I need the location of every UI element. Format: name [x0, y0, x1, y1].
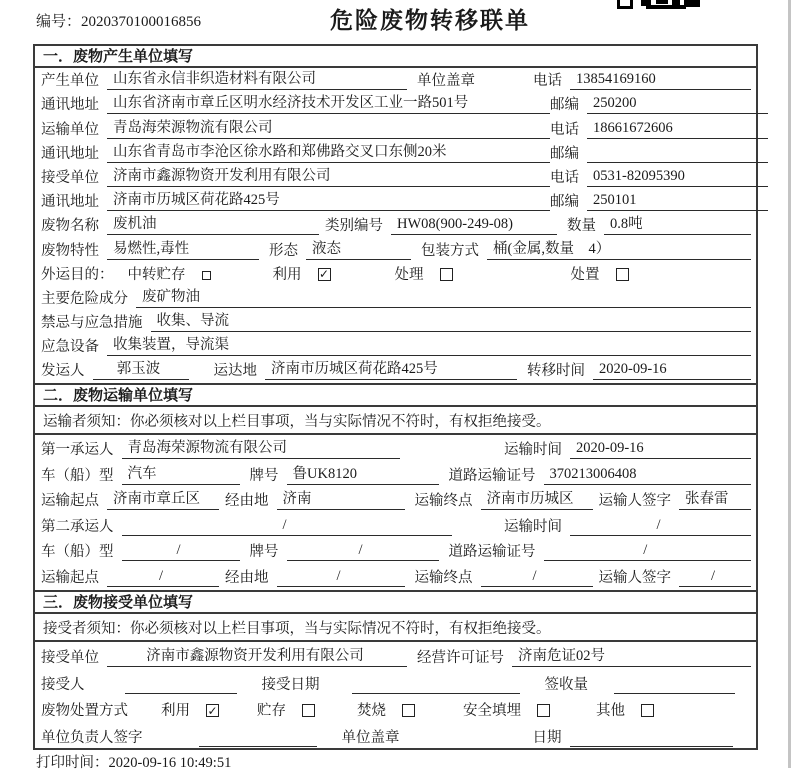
origin1-label: 运输起点 [41, 493, 99, 510]
addr2-label: 通讯地址 [41, 145, 99, 162]
qr-block [684, 0, 700, 7]
row-vehicle1 [41, 462, 751, 488]
row-disposal [41, 697, 751, 724]
zip2-label: 邮编 [550, 145, 579, 162]
checkbox-transfer-storage [202, 271, 211, 280]
carrier2-label: 第二承运人 [41, 518, 114, 535]
time1-label: 运输时间 [504, 441, 562, 458]
origin1-value: 济南市章丘区 [107, 487, 219, 510]
qr-block [672, 0, 680, 6]
equipment-value: 收集装置，导流渠 [107, 333, 751, 356]
transfer-time-value: 2020-09-16 [593, 361, 751, 380]
hazard-label: 主要危险成分 [41, 290, 128, 307]
producer-label: 产生单位 [41, 73, 99, 90]
accept-person-label: 接受人 [41, 676, 85, 693]
serial-value: 2020370100016856 [81, 14, 202, 30]
license1-value: 370213006408 [544, 466, 752, 485]
transfer-form-table [33, 44, 758, 750]
option-transfer-storage-label: 中转贮存 [127, 266, 186, 283]
dest-label: 运达地 [213, 363, 257, 380]
time2-label: 运输时间 [504, 518, 562, 535]
checkbox-store [302, 704, 315, 717]
head-sign-value [199, 745, 317, 747]
origin2-value: / [107, 568, 219, 587]
option-use-label: 利用 [272, 266, 302, 283]
check-mark: ✓ [207, 703, 218, 718]
end2-label: 运输终点 [414, 569, 473, 586]
sign1-value: 张春雷 [679, 487, 751, 510]
option-store-label: 贮存 [257, 703, 286, 720]
print-time [36, 751, 231, 772]
origin2-label: 运输起点 [41, 569, 99, 586]
end2-value: / [481, 568, 593, 587]
qr-block [656, 0, 668, 4]
phone2-label: 电话 [550, 121, 579, 138]
carrier1-label: 第一承运人 [41, 441, 114, 458]
section1-body [35, 68, 756, 383]
phone3-label: 电话 [550, 169, 579, 186]
option-other-label: 其他 [596, 703, 625, 720]
shipper-label: 发运人 [41, 363, 85, 380]
qty-label: 数量 [567, 218, 596, 235]
vehicle1-label: 车（船）型 [41, 467, 114, 484]
plate1-label: 牌号 [249, 467, 279, 484]
row-producer [41, 69, 751, 93]
phone1-label: 电话 [533, 73, 562, 90]
section2-header: 二．废物运输单位填写 [35, 383, 756, 407]
disposal-label: 废物处置方式 [41, 703, 128, 720]
license2-label: 道路运输证号 [448, 544, 536, 561]
taboo-label: 禁忌与应急措施 [41, 314, 143, 331]
row-route1 [41, 488, 751, 514]
checkbox-use-checked [318, 268, 331, 281]
checkbox-burn [402, 704, 415, 717]
permit-value: 济南危证02号 [512, 644, 751, 667]
row-carrier1 [41, 436, 751, 462]
row-receiver-address [41, 190, 751, 214]
check-mark: ✓ [318, 267, 330, 281]
packing-label: 包装方式 [421, 242, 479, 259]
phone2-value: 18661672606 [587, 120, 768, 139]
transporter-label: 运输单位 [41, 121, 99, 138]
via2-value: / [277, 568, 405, 587]
row-accept-person [41, 670, 751, 697]
qty-value: 0.8吨 [604, 212, 751, 235]
option-treat-label: 处理 [394, 266, 424, 283]
row-vehicle2 [41, 539, 751, 565]
row-waste-character [41, 238, 751, 262]
transfer-time-label: 转移时间 [527, 363, 585, 380]
zip1-value: 250200 [587, 95, 768, 114]
print-time-label: 打印时间： [36, 755, 109, 771]
row-hazard [41, 287, 751, 311]
accept-person-value [125, 692, 237, 694]
serial-label: 编号： [36, 14, 82, 30]
vehicle2-value: / [122, 542, 240, 561]
time1-value: 2020-09-16 [570, 440, 751, 459]
license2-value: / [544, 542, 752, 561]
character-label: 废物特性 [41, 242, 99, 259]
checkbox-treat [440, 268, 453, 281]
purpose-label: 外运目的： [41, 266, 114, 283]
plate1-value: 鲁UK8120 [287, 462, 439, 485]
row-shipper [41, 359, 751, 383]
accept-unit-value: 济南市鑫源物资开发利用有限公司 [107, 644, 407, 667]
phone3-value: 0531-82095390 [587, 168, 768, 187]
option-landfill-label: 安全填埋 [463, 703, 521, 720]
row-equipment [41, 335, 751, 359]
serial-number [36, 10, 201, 31]
producer-value: 山东省永信非织造材料有限公司 [107, 67, 407, 90]
row-head-sign [41, 723, 751, 750]
amount-label: 签收量 [544, 676, 588, 693]
shipper-value: 郭玉波 [93, 357, 189, 380]
sign1-label: 运输人签字 [598, 493, 671, 510]
option-dispose-label: 处置 [570, 266, 600, 283]
plate2-label: 牌号 [249, 544, 279, 561]
row-route2 [41, 564, 751, 590]
waste-name-label: 废物名称 [41, 218, 99, 235]
vehicle2-label: 车（船）型 [41, 544, 114, 561]
dest-value: 济南市历城区荷花路425号 [265, 357, 517, 380]
carrier2-value: / [122, 517, 452, 536]
addr3-label: 通讯地址 [41, 194, 99, 211]
permit-label: 经营许可证号 [417, 649, 504, 666]
section2-note: 运输者须知：你必须核对以上栏目事项，当与实际情况不符时，有权拒绝接受。 [35, 407, 756, 435]
form-value: 液态 [306, 237, 411, 260]
category-label: 类别编号 [325, 218, 383, 235]
date2-label: 日期 [532, 730, 562, 746]
vehicle1-value: 汽车 [122, 462, 240, 485]
option-use-label: 利用 [161, 703, 190, 720]
head-sign-label: 单位负责人签字 [41, 730, 143, 746]
addr1-value: 山东省济南市章丘区明水经济技术开发区工业一路501号 [107, 91, 550, 114]
row-transporter-address [41, 142, 751, 166]
section1-header: 一．废物产生单位填写 [35, 46, 756, 68]
via1-label: 经由地 [225, 493, 269, 510]
addr2-value: 山东省青岛市李沧区徐水路和郑佛路交叉口东侧20米 [107, 140, 550, 163]
accept-unit-label: 接受单位 [41, 649, 99, 666]
unit-seal2-label: 单位盖章 [341, 730, 400, 746]
end1-label: 运输终点 [414, 493, 473, 510]
taboo-value: 收集、导流 [151, 309, 752, 332]
zip2-value [587, 161, 768, 163]
packing-value: 桶(金属,数量 4） [487, 237, 751, 260]
category-value: HW08(900-249-08) [391, 216, 557, 235]
option-burn-label: 焚烧 [357, 703, 386, 720]
row-purpose [41, 263, 751, 287]
license1-label: 道路运输证号 [448, 467, 536, 484]
addr3-value: 济南市历城区荷花路425号 [107, 188, 550, 211]
addr1-label: 通讯地址 [41, 97, 99, 114]
row-carrier2 [41, 513, 751, 539]
amount-value [614, 692, 735, 694]
row-taboo [41, 311, 751, 335]
checkbox-use-checked [206, 704, 219, 717]
checkbox-other [641, 704, 654, 717]
zip3-label: 邮编 [550, 194, 579, 211]
checkbox-dispose [616, 268, 629, 281]
date2-value [570, 745, 734, 747]
row-transporter [41, 117, 751, 141]
character-value: 易燃性,毒性 [107, 237, 259, 260]
section3-body [35, 642, 756, 750]
phone1-value: 13854169160 [570, 71, 751, 90]
accept-date-label: 接受日期 [261, 676, 320, 693]
checkbox-landfill [537, 704, 550, 717]
hazard-value: 废矿物油 [136, 285, 751, 308]
accept-date-value [352, 692, 520, 694]
zip3-value: 250101 [587, 192, 768, 211]
section3-header: 三．废物接受单位填写 [35, 590, 756, 614]
end1-value: 济南市历城区 [481, 487, 593, 510]
via1-value: 济南 [277, 487, 405, 510]
form-label: 形态 [269, 242, 298, 259]
qr-block [646, 5, 686, 9]
page-edge-line [788, 0, 791, 768]
transporter-value: 青岛海荣源物流有限公司 [107, 116, 550, 139]
time2-value: / [570, 517, 751, 536]
section3-note: 接受者须知：你必须核对以上栏目事项，当与实际情况不符时，有权拒绝接受。 [35, 614, 756, 642]
sign2-label: 运输人签字 [598, 569, 671, 586]
row-waste-name [41, 214, 751, 238]
page-title: 危险废物转移联单 [330, 8, 530, 33]
row-producer-address [41, 93, 751, 117]
carrier1-value: 青岛海荣源物流有限公司 [122, 436, 400, 459]
receiver-value: 济南市鑫源物资开发利用有限公司 [107, 164, 550, 187]
receiver-label: 接受单位 [41, 169, 99, 186]
zip1-label: 邮编 [550, 97, 579, 114]
print-time-value: 2020-09-16 10:49:51 [108, 755, 232, 771]
row-receiver [41, 166, 751, 190]
plate2-value: / [287, 542, 439, 561]
unit-seal-label: 单位盖章 [417, 73, 475, 90]
equipment-label: 应急设备 [41, 339, 99, 356]
via2-label: 经由地 [225, 569, 269, 586]
qr-block [617, 0, 633, 9]
waste-name-value: 废机油 [107, 212, 319, 235]
row-accept-unit [41, 643, 751, 670]
sign2-value: / [679, 568, 751, 587]
section2-body [35, 435, 756, 590]
